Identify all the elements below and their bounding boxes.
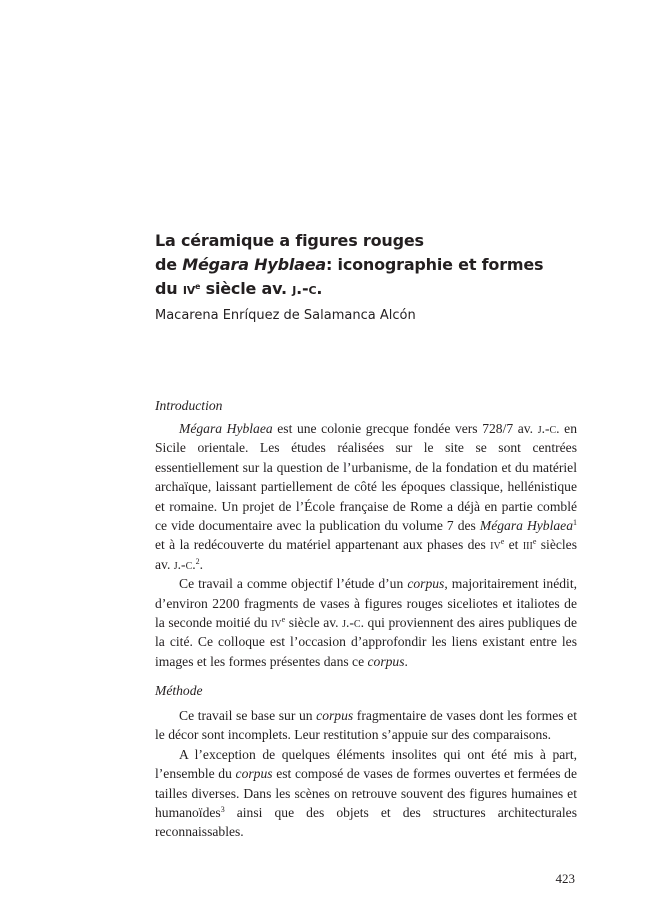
- text-run: .: [404, 653, 408, 669]
- title-line-2-prefix: de: [155, 255, 183, 274]
- methode-section: [155, 706, 577, 842]
- title-line-3-prefix: du: [155, 279, 183, 298]
- century-numeral: iv: [490, 537, 501, 553]
- title-line-2: [155, 253, 555, 277]
- century-superscript: e: [532, 537, 537, 547]
- century-superscript: e: [281, 615, 286, 625]
- text-run: .: [199, 556, 204, 572]
- title-century-superscript: e: [195, 282, 201, 291]
- text-run: est une colonie grecque fondée vers 728/7 av.: [272, 421, 538, 436]
- era-abbreviation: j.-c.: [342, 615, 364, 631]
- introduction-heading: Introduction: [155, 398, 223, 413]
- title-line-3: [155, 277, 555, 301]
- methode-paragraph-2: [155, 745, 577, 842]
- text-italic: corpus: [316, 708, 354, 723]
- text-run: est composé de vases de formes ouvertes et fermées de tailles diverses. Dans les scènes on retrouve souvent des figures humaines et humanoïdes: [155, 766, 577, 821]
- page-number: 423: [555, 871, 575, 886]
- text-run: et: [504, 537, 523, 553]
- title-century-numeral: iv: [182, 279, 196, 298]
- title-line-3-middle: siècle av.: [200, 279, 293, 298]
- title-line-1: La céramique a figures rouges: [155, 231, 424, 250]
- text-run: , majoritairement inédit, d’environ 2200 fragments de vases à figures rouges siceliotes et italiotes de la seconde moitié du: [155, 576, 577, 631]
- text-run: siècles av.: [155, 537, 578, 572]
- text-italic: Mégara Hyblaea: [479, 518, 573, 534]
- century-numeral: iv: [271, 615, 282, 631]
- text-italic: corpus: [367, 653, 405, 669]
- introduction-paragraph-2: [155, 574, 577, 671]
- title-site-name: Mégara Hyblaea: [182, 255, 326, 274]
- title-era-abbreviation: j.-c.: [292, 279, 323, 298]
- introduction-section: [155, 419, 577, 671]
- text-run: et à la redécouverte du matériel appartenant aux phases des: [155, 537, 491, 553]
- text-run: A l’exception de quelques éléments insolites qui ont été mis à part, l’ensemble du: [155, 746, 577, 782]
- article-title: [155, 229, 555, 301]
- era-abbreviation: j.-c.: [173, 556, 196, 572]
- century-superscript: e: [500, 537, 505, 547]
- author-name: Macarena Enríquez de Salamanca Alcón: [155, 308, 416, 323]
- title-line-2-suffix: : iconographie et formes: [325, 255, 544, 274]
- methode-heading: Méthode: [155, 683, 203, 698]
- text-run: siècle av.: [285, 615, 343, 631]
- footnote-ref-2[interactable]: 2: [195, 556, 200, 566]
- text-run: Ce travail se base sur un: [179, 708, 317, 723]
- text-italic: corpus: [235, 766, 273, 782]
- text-run: en Sicile orientale. Les études réalisées sur le site se sont centrées essentiellement sur la question de l’urbanisme, de la fondation et du matériel archaïque, laissant partiellement de côté les époques classique, hellénistique et romaine. Un projet de l’École française de Rome a déjà en partie comblé ce vide documentaire avec la publication du volume 7 des: [155, 421, 577, 534]
- century-numeral: iii: [522, 537, 533, 553]
- footnote-ref-1[interactable]: 1: [573, 518, 577, 528]
- text-run: qui proviennent des aires publiques de la cité. Ce colloque est l’occasion d’approfondir les liens existant entre les images et les formes présentes dans ce: [155, 615, 577, 669]
- text-run: fragmentaire de vases dont les formes et le décor sont incomplets. Leur restitution s’appuie sur des comparaisons.: [155, 708, 577, 743]
- methode-paragraph-1: [155, 706, 577, 745]
- text-run: Ce travail a comme objectif l’étude d’un: [179, 576, 408, 592]
- text-run: ainsi que des objets et des structures architecturales reconnaissables.: [155, 805, 577, 840]
- footnote-ref-3[interactable]: 3: [220, 805, 225, 815]
- text-italic: corpus: [407, 576, 445, 592]
- era-abbreviation: j.-c.: [537, 421, 560, 436]
- introduction-paragraph-1: [155, 419, 577, 574]
- text-italic: Mégara Hyblaea: [179, 421, 273, 436]
